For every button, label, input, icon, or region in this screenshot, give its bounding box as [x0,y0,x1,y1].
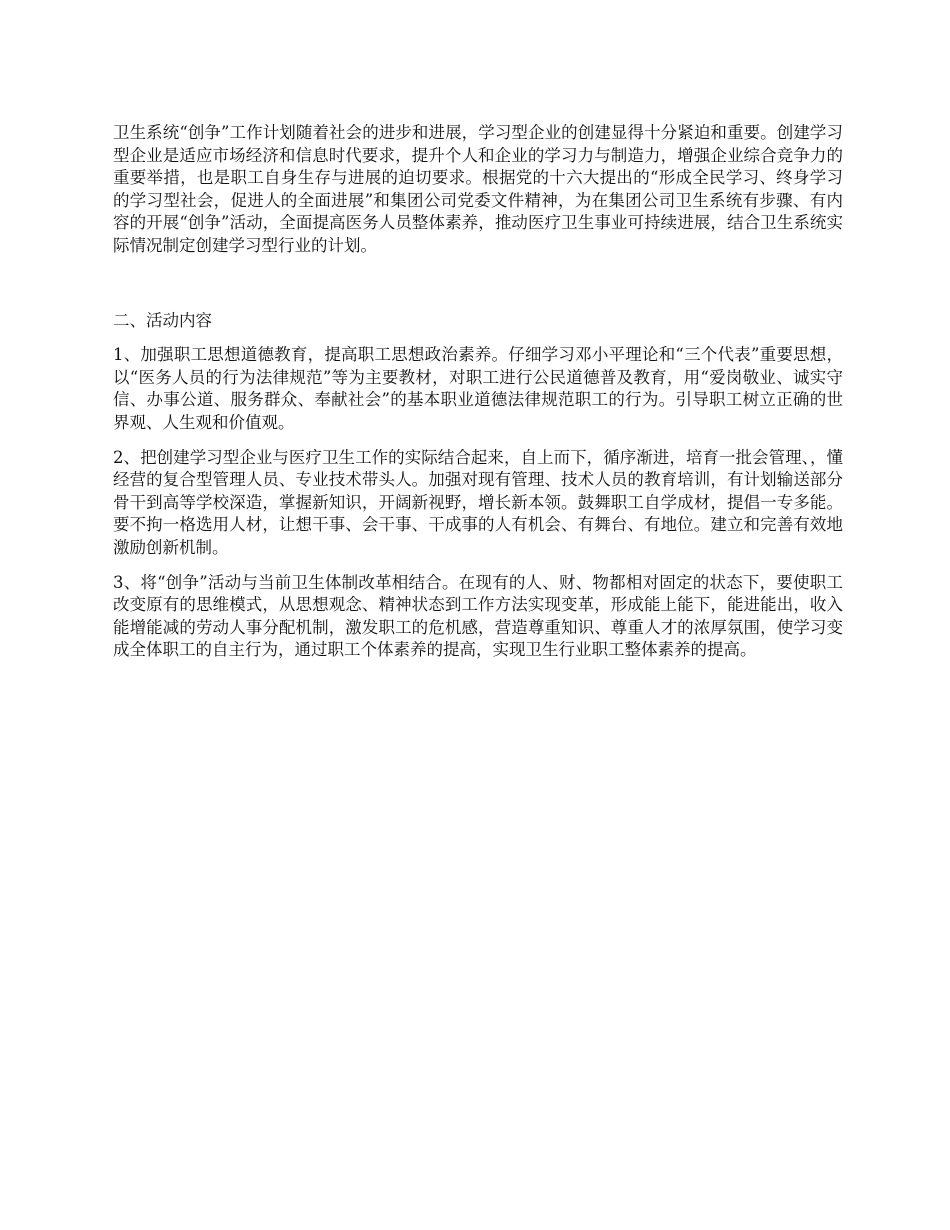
intro-paragraph: 卫生系统“创争”工作计划随着社会的进步和进展，学习型企业的创建显得十分紧迫和重要。创建学习型企业是适应市场经济和信息时代要求，提升个人和企业的学习力与制造力，增强企业综合竞争力的重要举措，也是职工自身生存与进展的迫切要求。根据党的十六大提出的“形成全民学习、终身学习的学习型社会，促进人的全面进展”和集团公司党委文件精神，为在集团公司卫生系统有步骤、有内容的开展“创争”活动，全面提高医务人员整体素养，推动医疗卫生事业可持续进展，结合卫生系统实际情况制定创建学习型行业的计划。 [113,123,843,255]
document-page [113,122,843,662]
content-item-3: 3、将“创争”活动与当前卫生体制改革相结合。在现有的人、财、物都相对固定的状态下，要使职工改变原有的思维模式，从思想观念、精神状态到工作方法实现变革，形成能上能下，能进能出，收入能增能减的劳动人事分配机制，激发职工的危机感，营造尊重知识、尊重人才的浓厚氛围，使学习变成全体职工的自主行为，通过职工个体素养的提高，实现卫生行业职工整体素养的提高。 [113,572,843,660]
content-item-2: 2、把创建学习型企业与医疗卫生工作的实际结合起来，自上而下，循序渐进，培育一批会管理、，懂经营的复合型管理人员、专业技术带头人。加强对现有管理、技术人员的教育培训，有计划输送部分骨干到高等学校深造，掌握新知识，开阔新视野，增长新本领。鼓舞职工自学成材，提倡一专多能。要不拘一格选用人材，让想干事、会干事、干成事的人有机会、有舞台、有地位。建立和完善有效地激励创新机制。 [113,447,843,557]
section-heading: 二、活动内容 [113,310,212,330]
content-item-1: 1、加强职工思想道德教育，提高职工思想政治素养。仔细学习邓小平理论和“三个代表”重要思想，以“医务人员的行为法律规范”等为主要教材，对职工进行公民道德普及教育，用“爱岗敬业、诚实守信、办事公道、服务群众、奉献社会”的基本职业道德法律规范职工的行为。引导职工树立正确的世界观、人生观和价值观。 [113,345,843,432]
